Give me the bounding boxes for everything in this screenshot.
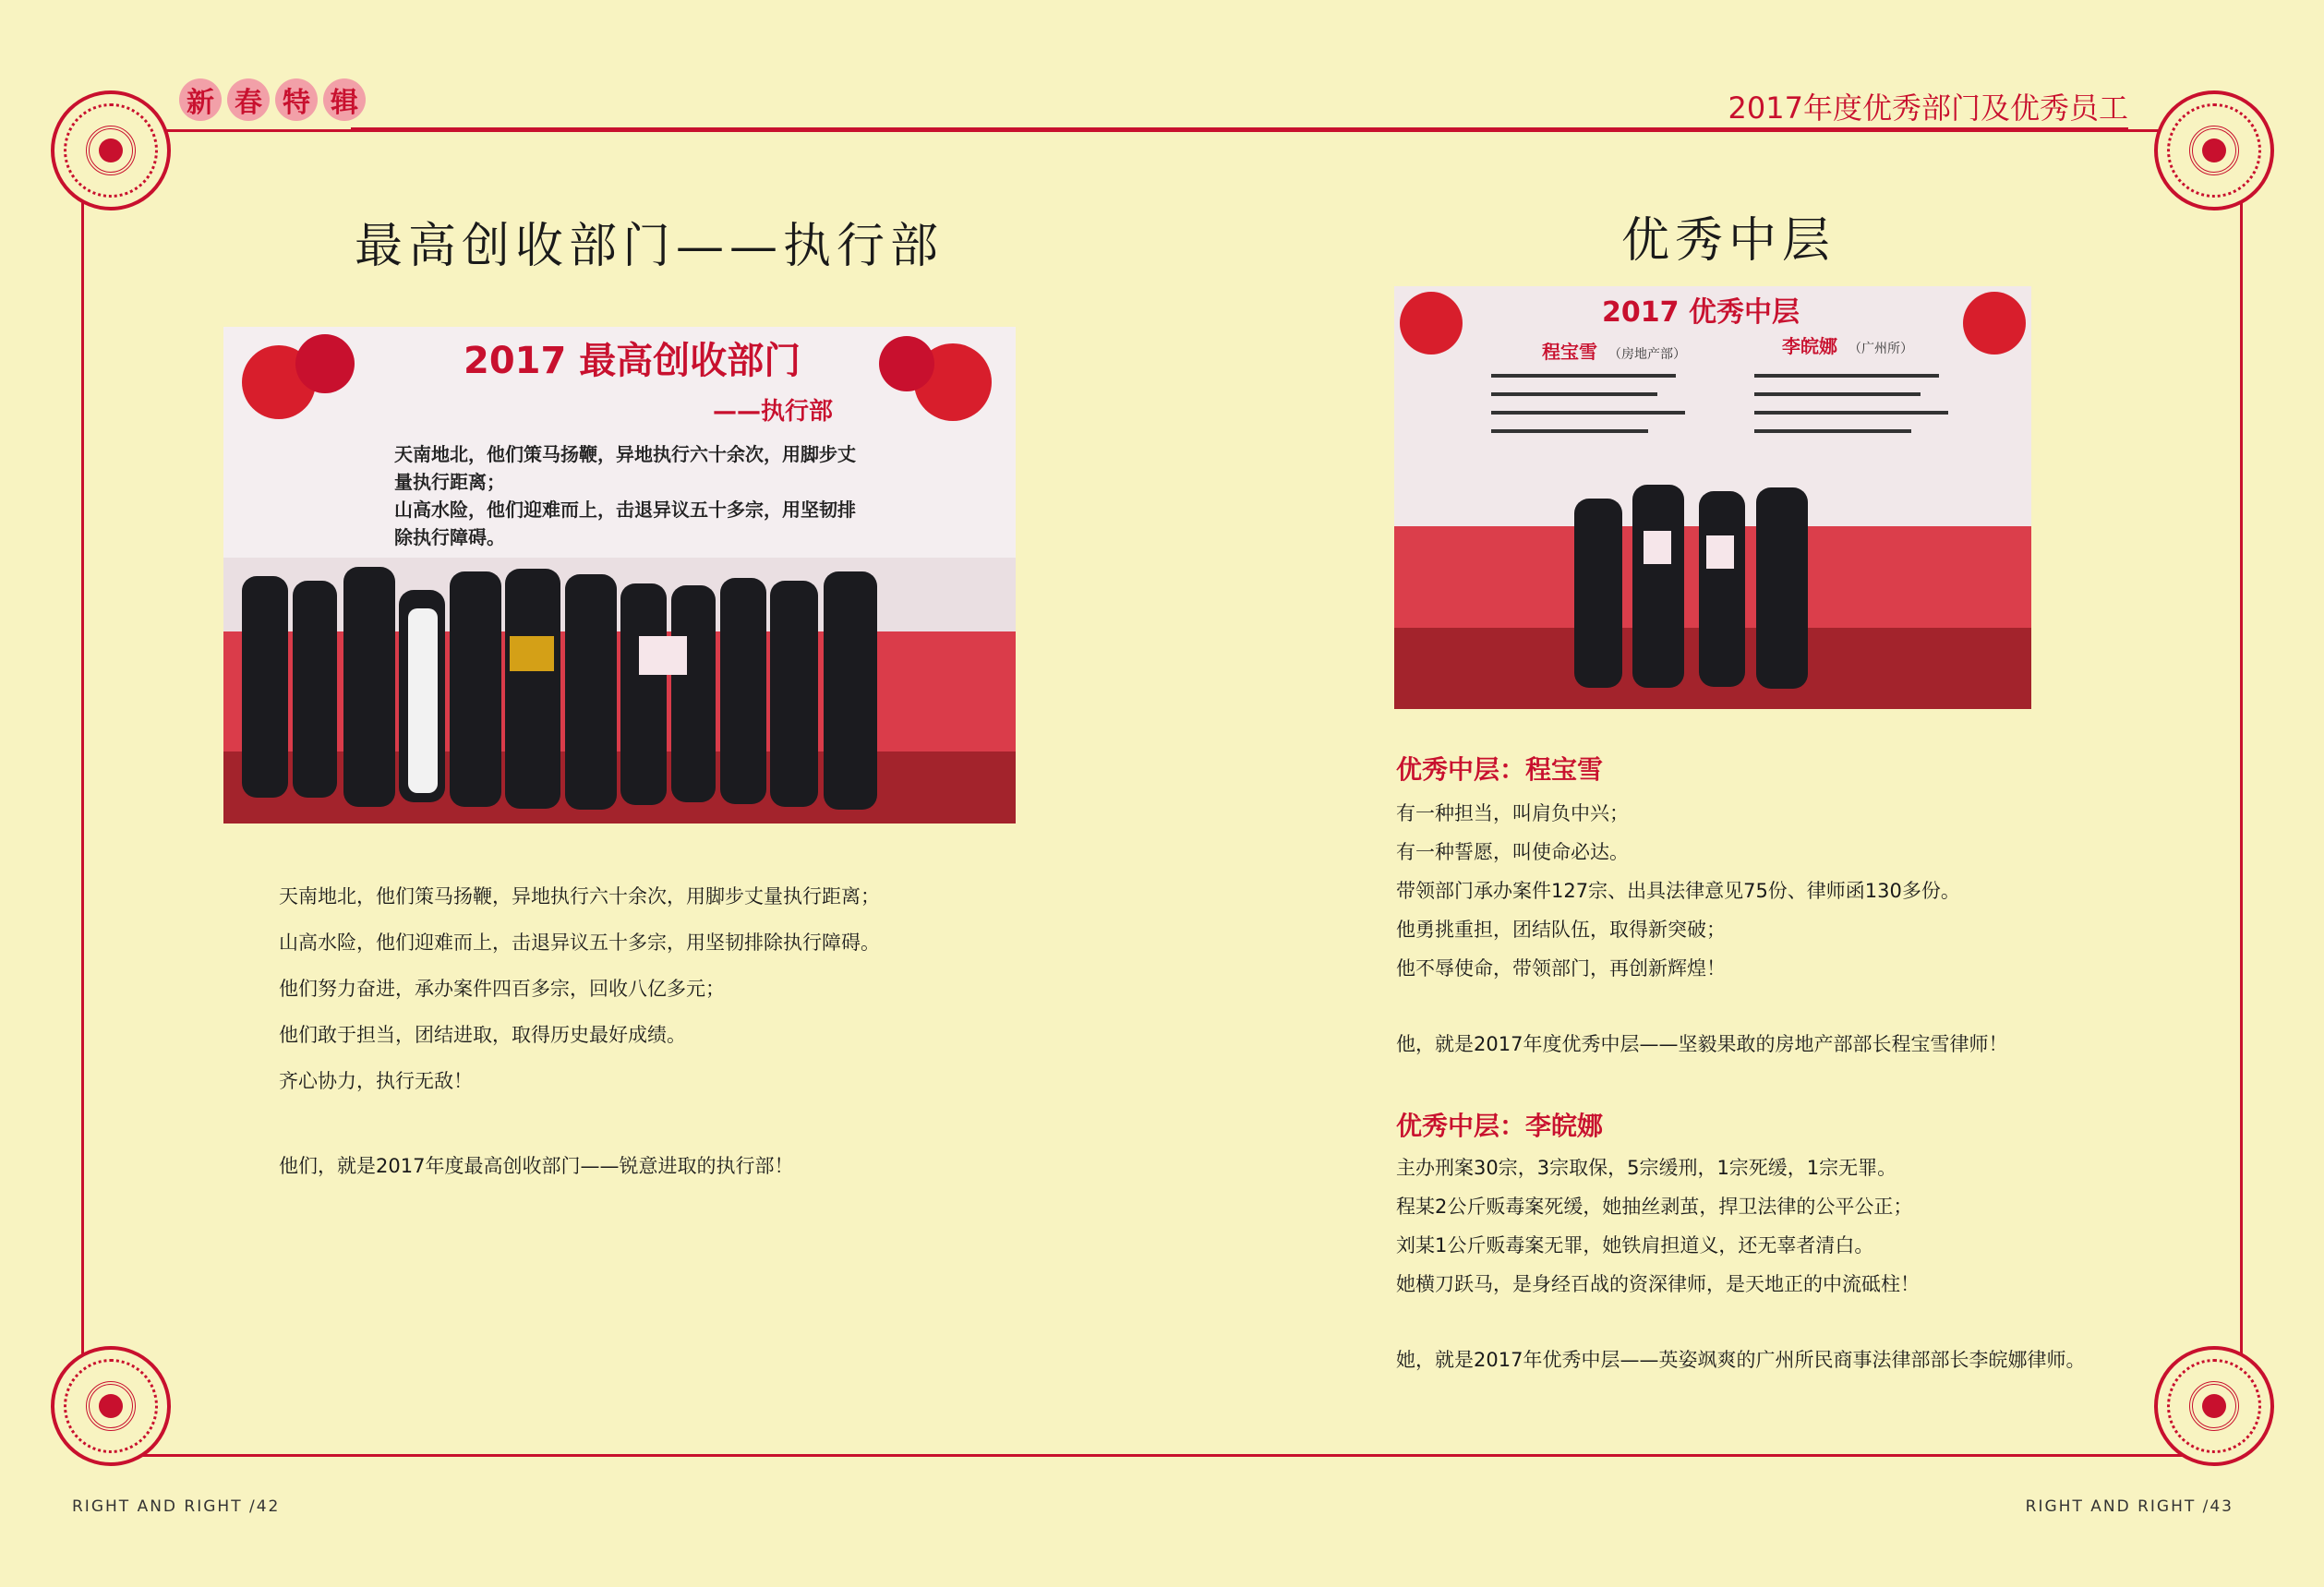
left-heading: 最高创收部门——执行部 — [355, 219, 945, 274]
body-line: 她横刀跃马，是身经百战的资深律师，是天地正的中流砥柱！ — [1396, 1273, 1920, 1295]
badge-char: 春 — [227, 78, 270, 121]
badge-char: 辑 — [323, 78, 366, 121]
photo-name: 李皖娜 — [1782, 335, 1837, 357]
body-closing: 他们，就是2017年度最高创收部门——锐意进取的执行部！ — [279, 1155, 794, 1177]
body-line: 程某2公斤贩毒案死缓，她抽丝剥茧，捍卫法律的公平公正； — [1396, 1196, 1913, 1218]
photo-subtitle: ——执行部 — [713, 398, 834, 426]
person2-body — [1396, 1148, 2085, 1379]
footer-right-page-number: RIGHT AND RIGHT /43 — [2025, 1497, 2234, 1516]
body-line: 山高水险，他们迎难而上，击退异议五十多宗，用坚韧排除执行障碍。 — [279, 932, 880, 954]
right-heading: 优秀中层 — [1621, 213, 1836, 269]
body-line: 有一种誓愿，叫使命必达。 — [1396, 841, 1629, 863]
left-body — [279, 877, 880, 1185]
badge-char: 特 — [275, 78, 318, 121]
photo-name-note: （房地产部） — [1608, 347, 1686, 362]
body-line: 天南地北，他们策马扬鞭，异地执行六十余次，用脚步丈量执行距离； — [279, 885, 880, 908]
corner-rosette-icon — [2154, 90, 2274, 210]
award-photo-middle-managers — [1394, 286, 2031, 709]
body-line: 他们努力奋进，承办案件四百多宗，回收八亿多元； — [279, 978, 725, 1000]
body-closing: 她，就是2017年优秀中层——英姿飒爽的广州所民商事法律部部长李皖娜律师。 — [1396, 1349, 2086, 1371]
body-line: 他们敢于担当，团结进取，取得历史最好成绩。 — [279, 1024, 686, 1046]
page-header-title: 2017年度优秀部门及优秀员工 — [1728, 90, 2128, 126]
corner-rosette-icon — [51, 1346, 171, 1466]
body-closing: 他，就是2017年度优秀中层——坚毅果敢的房地产部部长程宝雪律师！ — [1396, 1033, 2008, 1055]
photo-title: 2017 最高创收部门 — [464, 340, 801, 382]
award-photo-execution-dept — [223, 327, 1016, 824]
photo-title: 2017 优秀中层 — [1602, 296, 1800, 329]
person2-title: 优秀中层：李皖娜 — [1396, 1111, 1604, 1141]
person1-title: 优秀中层：程宝雪 — [1396, 754, 1604, 785]
body-line: 主办刑案30宗，3宗取保，5宗缓刑，1宗死缓，1宗无罪。 — [1396, 1157, 1897, 1179]
photo-line: 山高水险，他们迎难而上，击退异议五十多宗，用坚韧排 — [394, 499, 856, 521]
body-line: 刘某1公斤贩毒案无罪，她铁肩担道义，还无辜者清白。 — [1396, 1234, 1874, 1256]
photo-name: 程宝雪 — [1542, 341, 1597, 363]
body-line: 有一种担当，叫肩负中兴； — [1396, 802, 1629, 824]
section-badge — [166, 74, 379, 126]
body-line: 带领部门承办案件127宗、出具法律意见75份、律师函130多份。 — [1396, 880, 1960, 902]
header-rule — [351, 127, 2128, 129]
photo-name-note: （广州所） — [1848, 342, 1913, 356]
badge-char: 新 — [179, 78, 222, 121]
photo-line: 天南地北，他们策马扬鞭，异地执行六十余次，用脚步丈 — [394, 443, 856, 465]
footer-left-page-number: RIGHT AND RIGHT /42 — [72, 1497, 281, 1516]
body-line: 他勇挑重担，团结队伍，取得新突破； — [1396, 919, 1726, 941]
photo-line: 除执行障碍。 — [394, 526, 505, 548]
body-line: 他不辱使命，带领部门，再创新辉煌！ — [1396, 957, 1726, 980]
corner-rosette-icon — [2154, 1346, 2274, 1466]
corner-rosette-icon — [51, 90, 171, 210]
photo-line: 量执行距离； — [394, 471, 505, 493]
person1-body — [1396, 794, 2007, 1064]
body-line: 齐心协力，执行无敌！ — [279, 1070, 473, 1092]
